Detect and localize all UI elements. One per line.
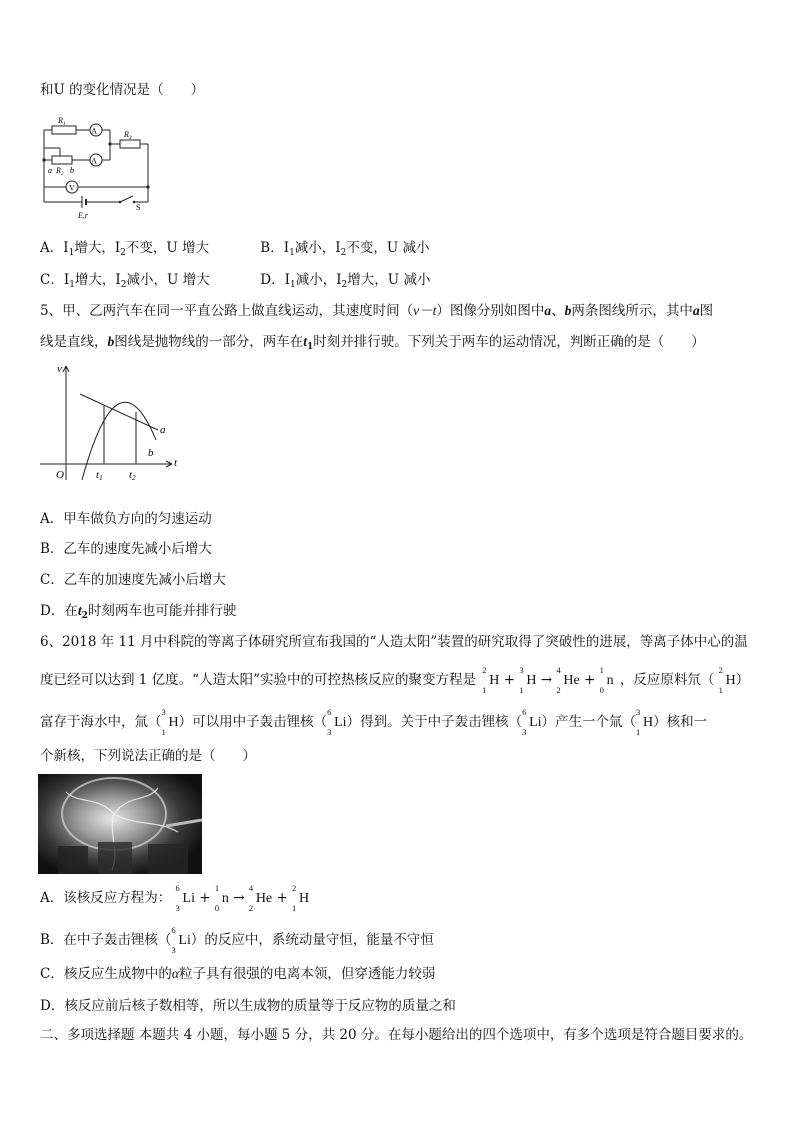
resistor-r1	[52, 126, 76, 134]
svg-text:a: a	[160, 424, 166, 436]
q4-option-c: C．$I_1$增大，$I_2$减小，U 增大	[40, 272, 210, 290]
q4-options-row-2	[40, 272, 430, 293]
svg-text:t: t	[174, 457, 178, 469]
section-2-heading: 二、多项选择题 本题共 4 小题，每小题 5 分，共 20 分。在每小题给出的四个选项中，有多个选项是符合题目要求的。	[40, 1027, 753, 1043]
line-a	[80, 394, 158, 430]
svg-text:A: A	[91, 156, 97, 166]
fusion-equation: 2 1 H + 3 1 H → 4 2 He + 1 0 n	[482, 665, 614, 695]
vt-graph	[38, 362, 180, 488]
curve-b	[82, 402, 156, 480]
q5-option-c: C．乙车的加速度先减小后增大	[40, 572, 226, 588]
q5-stem-line-1: 5、甲、乙两汽车在同一平直公路上做直线运动，其速度时间（v－t）图像分别如图中a、b两条图线所示，其中a图	[40, 303, 714, 319]
q5-stem-line-2: 线是直线，b图线是抛物线的一部分，两车在$t_1$时刻并排行驶。下列关于两车的运动情况，判断正确的是（ ）	[40, 334, 705, 352]
svg-text:t1: t1	[96, 469, 103, 482]
q6-option-c: C．核反应生成物中的α粒子具有很强的电离本领，但穿透能力较弱	[40, 966, 436, 982]
q4-stem-end: 和U 的变化情况是（ ）	[40, 82, 205, 98]
q4-options-row-1	[40, 240, 430, 261]
q6-option-b: B．在中子轰击锂核（ 6 3 Li）的反应中，系统动量守恒，能量不守恒	[40, 925, 434, 955]
q4-option-d: D．$I_1$减小，$I_2$增大，U 减小	[260, 272, 431, 290]
svg-text:v: v	[57, 363, 62, 375]
svg-text:t2: t2	[129, 469, 136, 482]
q6-stem-line-2: 度已经可以达到 1 亿度。“人造太阳”实验中的可控热核反应的聚变方程是 2 1 H + 3 1 H → 4 2 He + 1 0 n ，反应原料氘（ 2 1 H）	[40, 665, 750, 695]
svg-text:a: a	[48, 166, 52, 175]
q4-option-b: B．$I_1$减小，$I_2$不变，U 减小	[260, 240, 430, 258]
q6-option-a: A．该核反应方程为： 6 3 Li + 1 0 n → 4 2 He + 2 1 H	[40, 883, 310, 913]
svg-text:R2: $R_2$	[56, 166, 64, 177]
svg-text:b: b	[70, 166, 74, 175]
resistor-r2	[52, 156, 72, 164]
q4-option-a: A．$I_1$增大，$I_2$不变，U 增大	[40, 240, 210, 258]
svg-text:E,r: E,r	[78, 211, 88, 220]
q6-stem-line-1: 6、2018 年 11 月中科院的等离子体研究所宣布我国的“人造太阳”装置的研究取得了突破性的进展，等离子体中心的温	[40, 634, 748, 650]
svg-text:R3: $R_3$	[124, 130, 132, 141]
q5-option-a: A．甲车做负方向的匀速运动	[40, 511, 212, 527]
q6-option-d: D．核反应前后核子数相等，所以生成物的质量等于反应物的质量之和	[40, 998, 456, 1014]
circuit-diagram	[38, 112, 158, 222]
svg-text:S: S	[136, 203, 141, 212]
q6-stem-line-3: 富存于海水中，氚（ 3 1 H）可以用中子轰击锂核（ 6 3 Li）得到。关于中子轰击锂核（ 6 3 Li）产生一个氚（ 3 1 H）核和一	[40, 707, 708, 737]
svg-text:R1: $R_1$	[58, 116, 66, 127]
switch-lever	[120, 196, 133, 202]
svg-text:A: A	[91, 126, 97, 136]
q5-option-b: B．乙车的速度先减小后增大	[40, 541, 212, 557]
q6-stem-line-4: 个新核，下列说法正确的是（ ）	[40, 748, 256, 764]
svg-text:O: O	[56, 469, 64, 481]
svg-text:b: b	[148, 447, 154, 459]
resistor-r3	[120, 140, 140, 148]
voltmeter-label: V	[69, 183, 75, 193]
plasma-photo	[38, 774, 202, 874]
q5-option-d: D．在$t_2$时刻两车也可能并排行驶	[40, 603, 237, 621]
